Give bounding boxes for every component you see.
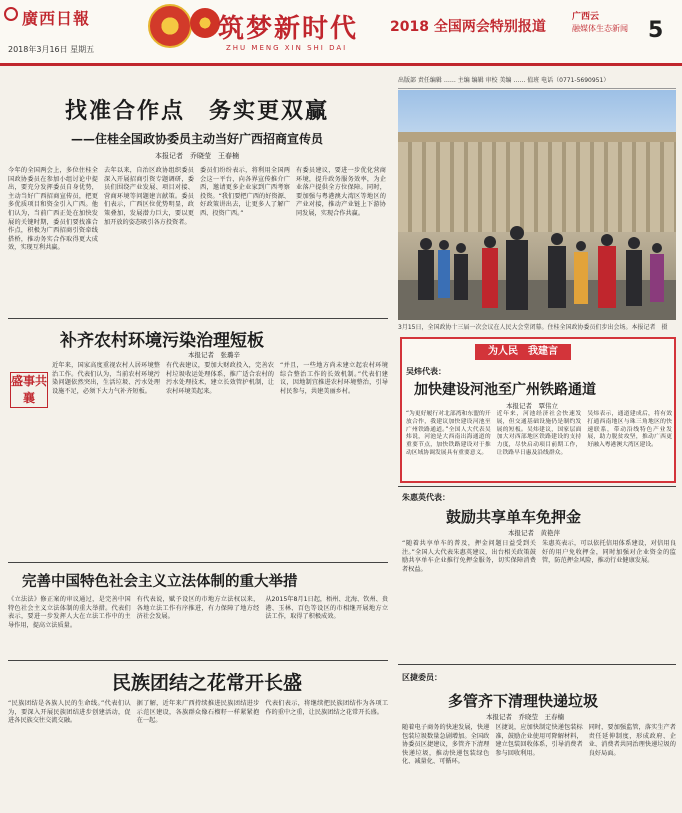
newspaper-logo: 廣西日報 [22, 9, 91, 28]
rural-col-2: 有代表建议，要加大财政投入，完善农村垃圾收运处理体系，推广适合农村的污水处理技术，建立长效管护机制，让农村环境美起来。 [166, 362, 274, 395]
newspaper-seal-icon [4, 7, 18, 21]
proposal-box-body [406, 411, 672, 458]
divider-ethnic [8, 660, 388, 661]
proposal-box-headline: 加快建设河池至广州铁路通道 [414, 382, 596, 398]
express-col-2: 区捷说，应加快制定快递包装标准，鼓励企业使用可降解材料，建立包装回收体系，引导消费者参与回收利用。 [495, 724, 583, 757]
column-pinyin: ZHU MENG XIN SHI DAI [226, 44, 348, 52]
legis-headline: 完善中国特色社会主义立法体制的重大举措 [22, 573, 298, 590]
proposal-box-tag: 为人民 我建言 [475, 344, 571, 360]
rural-col-3: “并且，一些地方尚未建立起农村环境综合整治工作的长效机制。”代表们建议，因地制宜推进农村环境整治，引导村民参与，共建美丽乡村。 [280, 362, 388, 395]
lead-photo [398, 90, 676, 320]
lead-subheadline: ——住桂全国政协委员主动当好广西招商宣传员 [70, 132, 323, 146]
gx-cloud-name: 广西云 [572, 12, 600, 22]
express-body [402, 724, 676, 767]
rural-kicker: 盛事共襄 [10, 372, 48, 408]
issue-date: 2018年3月16日 星期五 [8, 45, 95, 54]
box-col-2: 近年来，河池经济社会快速发展，但交通基础设施仍是制约发展的短板。吴炜建议，国家层面加大对西部地区铁路建设的支持力度，尽快启动项目前期工作，让铁路早日惠及沿线群众。 [496, 411, 582, 456]
divider-legis [8, 562, 388, 563]
delegates-crowd-image [398, 220, 676, 320]
lead-headline: 找准合作点 务实更双赢 [64, 98, 329, 124]
gx-cloud-mark [572, 12, 628, 34]
rural-body [52, 362, 388, 396]
emblem-icon [148, 4, 192, 48]
proposal-box-byline: 本报记者 覃伟立 [506, 402, 558, 410]
photo-caption: 3月15日，全国政协十三届一次会议在人民大会堂闭幕。住桂全国政协委员们步出会场。本报记者 摄 [398, 324, 668, 331]
sub-emblem-icon [190, 8, 220, 38]
legis-col-2: 有代表说，赋予设区的市地方立法权以来，各地立法工作有序推进，有力保障了地方经济社会发展。 [136, 596, 260, 621]
ethnic-col-1: “民族团结是各族人民的生命线。”代表们认为，要深入开展民族团结进步创建活动，促进各民族交往交流交融。 [8, 700, 131, 725]
lead-col-4: 有委员建议，要进一步优化营商环境，提升政务服务效率，为企业落户提供全方位保障。同时，要加强与粤港澳大湾区等地区的产业对接，推动产业链上下游协同发展，实现合作共赢。 [296, 167, 386, 217]
bike-speaker: 朱惠英代表： [402, 493, 450, 502]
column-title: 筑梦新时代 [218, 14, 359, 44]
bike-headline: 鼓励共享单车免押金 [446, 508, 582, 526]
bike-col-1: “随着共享单车的普及，押金问题日益受到关注。”全国人大代表朱惠英建议，出台相关政策鼓励共享单车企业推行免押金服务，切实保障消费者权益。 [402, 540, 536, 573]
rural-headline: 补齐农村环境污染治理短板 [60, 331, 264, 351]
rural-col-1: 近年来，国家高度重视农村人居环境整治工作。代表们认为，当前农村环境污染问题依然突出，生活垃圾、污水处理设施不足，必须下大力气补齐短板。 [52, 362, 160, 395]
rural-byline: 本报记者 张璐辛 [188, 351, 240, 359]
legis-body [8, 596, 388, 630]
box-col-1: “为更好履行对北部湾和东盟的开放合作，我建议加快建设河池至广州铁路通道。”全国人大代表吴炜说，河池是大西南出海通道的重要节点，加快铁路建设对于推动区域协调发展具有重要意义。 [406, 411, 491, 456]
gx-cloud-tagline: 融媒体生态新闻 [572, 24, 628, 33]
ethnic-headline: 民族团结之花常开长盛 [112, 672, 303, 694]
ethnic-col-2: 据了解，近年来广西持续推进民族团结进步示范区建设，各族群众像石榴籽一样紧紧抱在一起。 [136, 700, 260, 725]
special-report-title: 2018 全国两会特别报道 [390, 19, 546, 35]
bike-byline: 本报记者 黄艳萍 [508, 529, 560, 537]
lead-article [8, 72, 386, 253]
hall-pillars [398, 142, 676, 232]
ethnic-body [8, 700, 388, 726]
masthead [0, 0, 682, 66]
divider-bike [398, 486, 676, 487]
express-speaker: 区捷委员： [402, 673, 442, 682]
divider-rural [8, 318, 388, 319]
proposal-box [400, 337, 676, 483]
bike-body [402, 540, 676, 574]
express-col-3: 同时，要加强监管，落实生产者责任延伸制度，形成政府、企业、消费者共同治理快递垃圾的良好局面。 [588, 724, 676, 757]
express-headline: 多管齐下清理快递垃圾 [448, 692, 599, 710]
lead-col-2: 去年以来，自治区政协组织委员深入开展招商引资专题调研，委员们围绕产业发展、项目对接、营商环境等问题建言献策。委员们表示，广西区位优势明显，政策叠加，发展潜力巨大，要以更加开放的姿态吸引各方投资者。 [104, 167, 194, 226]
divider-express [398, 664, 676, 665]
express-col-1: 随着电子商务的快速发展，快递包装垃圾数量急剧增加。全国政协委员区捷建议，多管齐下清理快递垃圾，推动快递包装绿色化、减量化、可循环。 [402, 724, 490, 766]
page-number: 5 [648, 18, 664, 43]
legis-col-3: 从2015年8月1日起，梧州、北海、钦州、贵港、玉林、百色等设区的市相继开展地方立法工作，取得了积极成效。 [265, 596, 389, 621]
express-byline: 本报记者 乔晓莹 王春楠 [486, 713, 564, 721]
bike-col-2: 朱惠英表示，可以依托信用体系建设，对信用良好的用户免收押金，同时加强对企业资金的监管，防范押金风险，推动行业健康发展。 [542, 540, 676, 565]
lead-col-3: 委员们纷纷表示，将利用全国两会这一平台，向各界宣传推介广西，邀请更多企业家到广西考察投资。“我们要把广西的好资源、好政策讲出去，让更多人了解广西、投资广西。” [200, 167, 290, 217]
proposal-box-speaker: 吴炜代表： [406, 367, 446, 376]
editorial-info: 出版部 责任编辑 …… 主编 编辑 审校 美编 …… 值班 电话（0771-5690951） [398, 75, 676, 89]
lead-byline: 本报记者 乔晓莹 王春楠 [155, 152, 239, 160]
lead-body [8, 167, 386, 253]
lead-col-1: 今年的全国两会上，多位住桂全国政协委员在参加小组讨论中提出，要充分发挥委员自身优势，主动当好广西招商宣传员，把更多优质项目和资金引入广西。他们认为，当前广西正处在加快发展的关键时期，委员们要找准合作点，积极为广西招商引资牵线搭桥，推动务实合作取得更大成效，实现互利共赢。 [8, 167, 98, 252]
legis-col-1: 《立法法》修正案的审议通过，是完善中国特色社会主义立法体制的重大举措。代表们表示，要进一步发挥人大在立法工作中的主导作用，提高立法质量。 [8, 596, 131, 629]
box-col-3: 吴炜表示，通道建成后，将有效打通西南地区与珠三角地区的快速联系，带动沿线特色产业发展，助力脱贫攻坚，推动广西更好融入粤港澳大湾区建设。 [587, 411, 673, 449]
ethnic-col-3: 代表们表示，将继续把民族团结作为各项工作的重中之重，让民族团结之花常开长盛。 [265, 700, 389, 716]
